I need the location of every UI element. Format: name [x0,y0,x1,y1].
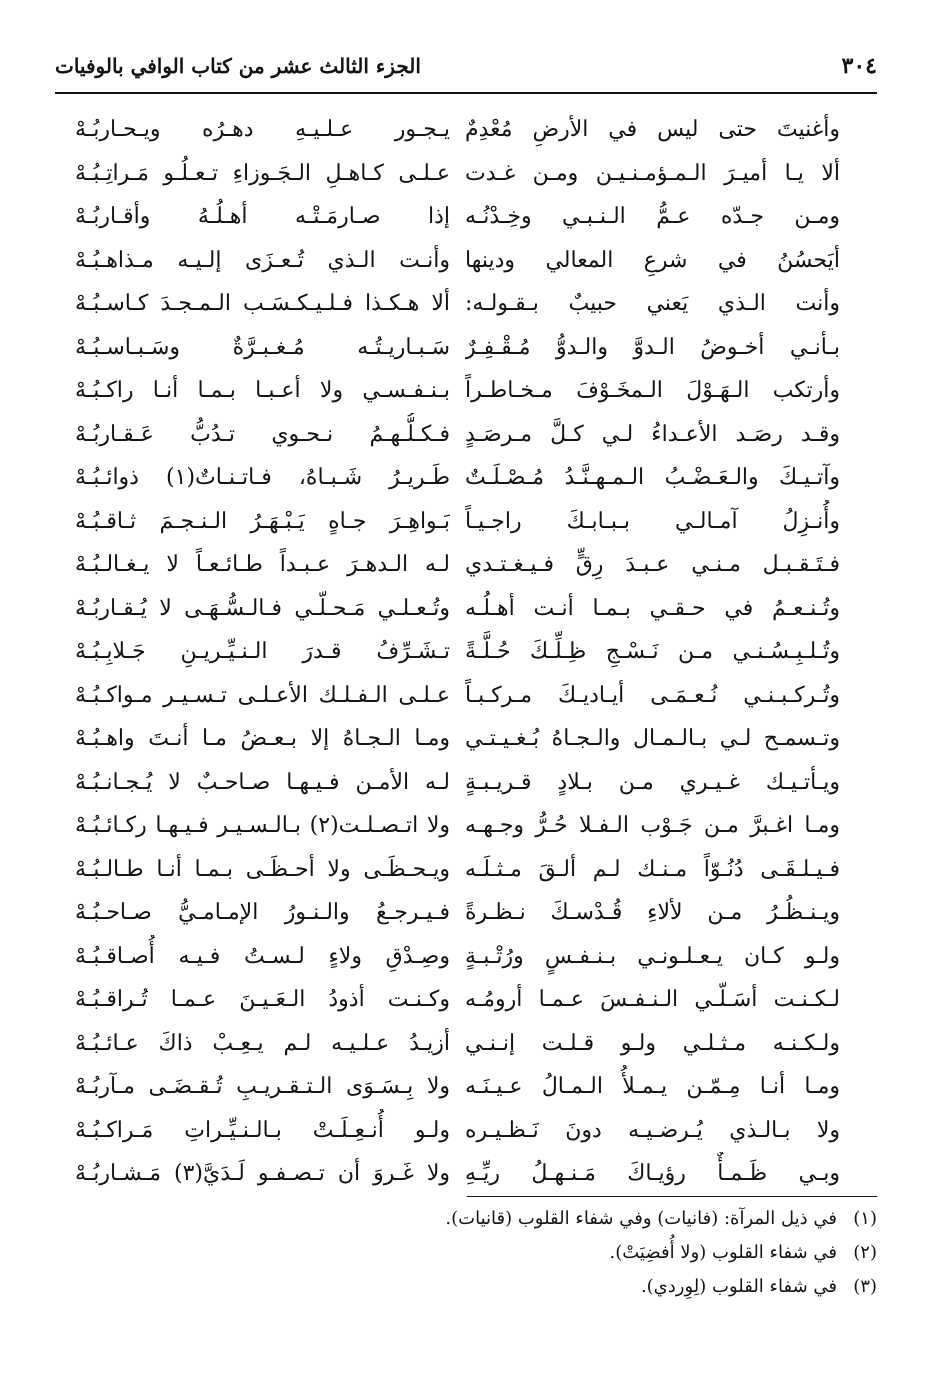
verse-second-hemistich: ولا اتـصـلـت(٢) بـالـسـيـر فـيـهـا ركـائـبُـهْ [75,813,450,838]
verse-first-hemistich: فـيـلـقَـى دُنُـوّاً مـنـك لـم ألـقَ مـثـلَـه [465,856,840,882]
footnote-text: في شفاء القلوب (ولا أُفضِيَتْ). [609,1242,837,1263]
verse-first-hemistich: وأرتكب الـهَـوْلَ الـمخَـوْفَ مـخـاطـراً [465,378,840,403]
verse-second-hemistich: وتُـعـلـي مَـحـلّـي فـالـسُّـهَـى لا يُـقـاربُـهْ [75,595,450,621]
verse-first-hemistich: وأنت الـذي يَعني حبيبٌ بـقـولـه: [465,291,840,316]
verse-first-hemistich: وقـد رصَـد الأعـداءُ لـي كـلَّ مـرصَـدٍ [465,421,840,447]
verse-second-hemistich: لـه الـدهـرَ عـبـداً طـائـعـاً لا يـغـالـبُـهْ [75,552,450,577]
verse-second-hemistich: عـلـى الـفـلـك الأعـلـى تـسـيـر مـواكـبُـهْ [75,682,450,708]
verse-first-hemistich: بـأنـي أخـوضُ الـدوَّ والـدوُّ مُـقْـفِـرٌ [465,334,840,360]
running-title: الجزء الثالث عشر من كتاب الوافي بالوفيات [55,54,421,78]
verse-second-hemistich: ومـا الـجـاهُ إلا بـعـضُ مـا أنـتَ واهـبُـهْ [75,726,450,751]
verse-first-hemistich: لـكـنـت أسَـلّـي الـنـفـسَ عـمـا أرومُـه [465,987,840,1012]
verse-first-hemistich: ومـا أنـا مِـمّـن يـمـلأُ الـمـالُ عـيـنَـه [465,1074,840,1099]
verse-first-hemistich: ولا بـالـذي يُـرضـيـه دونَ نَـظـيـره [465,1117,840,1143]
verse-first-hemistich: ولـكـنـه مـثـلـي ولـو قـلـت إنـنـي [465,1030,840,1056]
verse-second-hemistich: إذا صـارمَـتْـه أهـلُـهُ وأقـاربُـهْ [75,204,450,229]
page-header [55,44,877,88]
verse-second-hemistich: ويـحـظَـى ولا أحـظَـى بـمـا أنـا طـالـبُـهْ [75,856,450,882]
verse-second-hemistich: فـكـلُّـهـمُ نـحـوي تـدُبُّ عَـقـاربُـهْ [75,421,450,447]
footnote-rule [467,1196,877,1197]
verse-first-hemistich: وأغنيتَ حتى ليس في الأرضِ مُعْدِمٌ [465,117,840,142]
verse-second-hemistich: لـه الأمـن فـيـهـا صـاحـبٌ لا يُـجـانـبُـهْ [75,769,450,795]
verse-first-hemistich: ومـن جـدّه عـمُّ الـنـبـي وخِـدْنُـه [465,204,840,229]
verse-second-hemistich: طَـريـرُ شَـبـاهُ، فـاتـنـاتٌ(١) ذوائـبُـهْ [75,465,450,490]
footnote [177,1202,877,1236]
verse-first-hemistich: وأُنـزِلُ آمـالـي بـبـابـكَ راجـيـاً [465,508,840,534]
verse-first-hemistich: ومـا اغـبرَّ مـن جَـوْب الـفـلا حُـرُّ وجـهـه [465,813,840,838]
footnote-number: (١) [853,1208,877,1229]
verse-second-hemistich: يـجـور عـلـيـهِ دهـرُه ويـحـاربُـهْ [75,117,450,142]
footnote [177,1236,877,1270]
page-number: ٣٠٤ [841,53,877,79]
footnote-number: (٢) [853,1242,877,1263]
verse-second-hemistich: بَـواهِـرَ جـاهٍ يَـبْـهَـرُ الـنـجـمَ ثـاقـبُـهْ [75,508,450,534]
verse-second-hemistich: ولا غَـروَ أن تـصـفـو لَـدَيَّ(٣) مَـشـاربُـهْ [75,1161,450,1186]
footnote-text: في ذيل المرآة: (فانيات) وفي شفاء القلوب (قانيات). [445,1208,837,1229]
footnotes [177,1202,877,1304]
verse-first-hemistich: وتـسمـح لـي بـالـمـال والـجـاهُ بُـغـيـتـي [465,726,840,751]
verse-second-hemistich: ولا بِـسَـوَى الـتـقـريـبِ تُـقـضَـى مـآربُـهْ [75,1074,450,1099]
verse-second-hemistich: وكـنـت أذودُ الـعَـيـنَ عـمـا تُـراقـبُـهْ [75,987,450,1012]
verse-first-hemistich: وتُـركـبـنـي نُـعـمَـى أيـاديـكَ مـركـبـاً [465,682,840,708]
verse-first-hemistich: ويـنـظُـرُ مـن لألاءِ قُـدْسـكَ نـظـرةً [465,900,840,925]
verse-first-hemistich: ألا يـا أميـرَ الـمـؤمـنـيـن ومـن غـدت [465,160,840,186]
verse-second-hemistich: سَـبـاريـتُـه مُـغـبـرَّةٌ وسَـبـاسـبُـهْ [75,334,450,360]
verse-first-hemistich: وتُـلـبِـسُـنـي مـن نَـسْـجِ ظِـلِّـكَ حُـلَّـةً [465,639,840,664]
poem-first-hemistichs [465,108,840,1196]
footnote-number: (٣) [853,1276,877,1297]
verse-second-hemistich: وأنـت الـذي تُـعـزَى إلـيـه مـذاهـبُـهْ [75,247,450,273]
verse-second-hemistich: بـنـفـسـي ولا أعـبـا بـمـا أنـا راكـبُـهْ [75,378,450,403]
verse-second-hemistich: ولـو أُنـعِـلَـتْ بـالـنـيِّـراتِ مَـراكـبُـهْ [75,1117,450,1143]
verse-first-hemistich: أيَحسُنُ في شرعِ المعالي ودينها [465,247,840,273]
verse-second-hemistich: فـيـرجـعُ والـنـورُ الإمـامـيُّ صـاحـبُـهْ [75,900,450,925]
verse-first-hemistich: وآتـيـكَ والـعَـضْـبُ الـمـهـنَّـدُ مُـصْـلَـتٌ [465,465,840,490]
poem-second-hemistichs [75,108,450,1196]
verse-first-hemistich: ولـو كـان يـعـلـونـي بـنـفـسٍ ورُتْـبـةٍ [465,943,840,969]
verse-second-hemistich: عـلـى كـاهـلِ الـجَـوزاءِ تـعـلُـو مَـراتِـبُـهْ [75,160,450,186]
verse-second-hemistich: وصِـدْقِ ولاءٍ لـسـتُ فـيـه أُصـاقـبُـهْ [75,943,450,969]
header-rule [55,92,877,94]
footnote [177,1270,877,1304]
verse-second-hemistich: ألا هـكـذا فـلـيـكـسَـب الـمـجـدَ كـاسـبُـهْ [75,291,450,316]
footnote-text: في شفاء القلوب (لِوِردي). [640,1276,837,1297]
verse-second-hemistich: أزيـدُ عـلـيـه لـم يـعِـبْ ذاكَ عـائـبُـهْ [75,1030,450,1056]
verse-first-hemistich: فـتَـقـبـل مـنـي عـبـدَ رِقٍّ فـيـغـتـدي [465,552,840,577]
verse-first-hemistich: وبـي ظَـمـأٌ رؤيـاكَ مَـنـهـلُ ريِّـهِ [465,1161,840,1186]
verse-first-hemistich: وتُـنـعـمُ في حـقـي بـمـا أنـت أهـلُـه [465,595,840,621]
verse-second-hemistich: تـشَـرِّفُ قـدرَ الـنـيِّـريـنِ جَـلابِـبُـهْ [75,639,450,664]
verse-first-hemistich: ويـأتـيـك غـيـري مـن بـلادٍ قـريـبـةٍ [465,769,840,795]
